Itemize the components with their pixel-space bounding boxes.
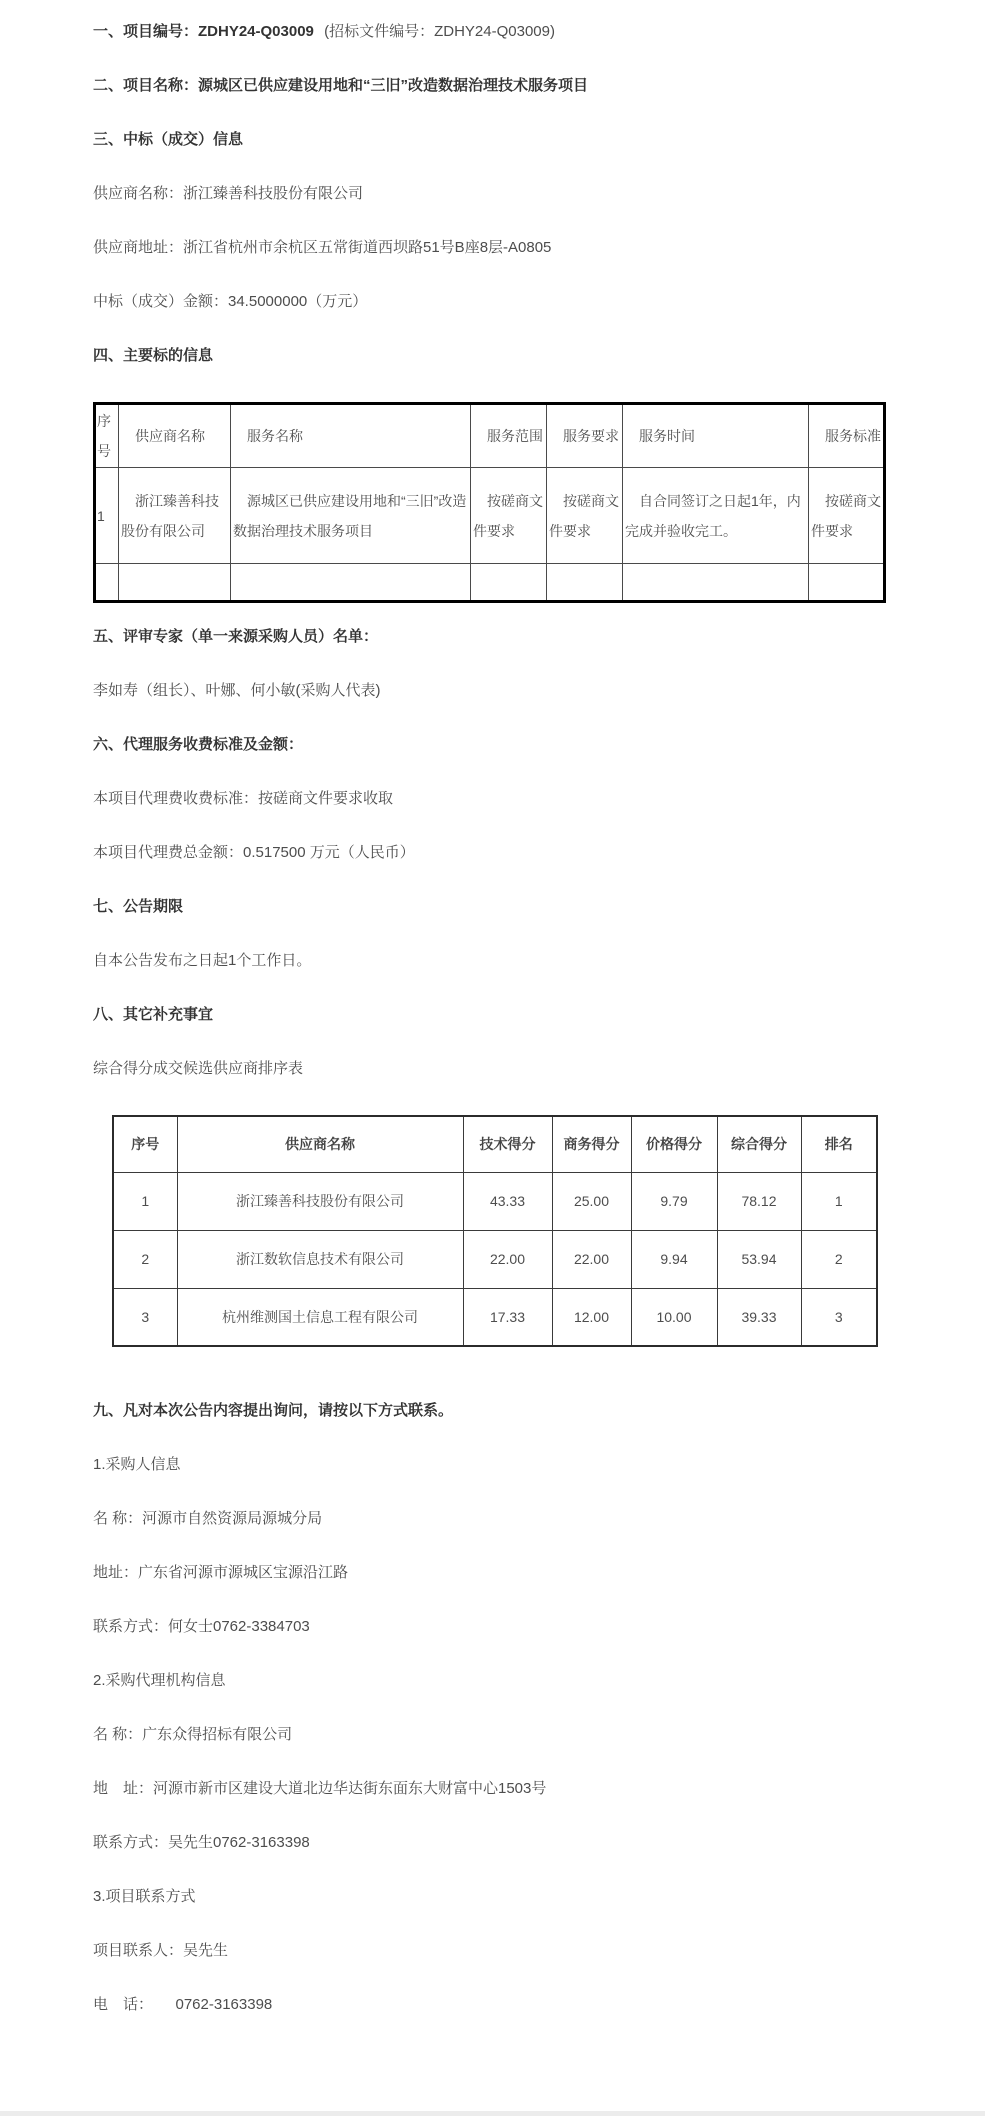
- t1-empty-cell: [471, 564, 547, 602]
- agency-name-line: 名 称：广东众得招标有限公司: [93, 1726, 293, 1743]
- t2-cell-rank: 1: [801, 1172, 877, 1230]
- score-ranking-table: [112, 1115, 878, 1347]
- t1-cell-service-standard: 按磋商文件要求: [809, 468, 885, 564]
- page-bottom-strip: [0, 2111, 985, 2116]
- t2-cell-price-score: 9.94: [631, 1230, 717, 1288]
- section-3-heading: 三、中标（成交）信息: [93, 131, 244, 148]
- t1-header-supplier-name: 供应商名称: [119, 404, 231, 468]
- t2-header-supplier-name: 供应商名称: [177, 1116, 463, 1172]
- t1-header-service-name: 服务名称: [231, 404, 471, 468]
- t1-cell-supplier-name: 浙江臻善科技股份有限公司: [119, 468, 231, 564]
- t2-cell-seq-no: 3: [113, 1288, 177, 1346]
- t1-cell-service-name: 源城区已供应建设用地和“三旧”改造数据治理技术服务项目: [231, 468, 471, 564]
- t2-cell-business-score: 22.00: [552, 1230, 631, 1288]
- score-table-row: [113, 1288, 877, 1346]
- t2-cell-seq-no: 2: [113, 1230, 177, 1288]
- t1-cell-service-scope: 按磋商文件要求: [471, 468, 547, 564]
- supplier-address-line: 供应商地址：浙江省杭州市余杭区五常街道西坝路51号B座8层-A0805: [93, 239, 552, 256]
- t2-cell-tech-score: 17.33: [463, 1288, 552, 1346]
- section-1-heading: [93, 24, 925, 40]
- t2-cell-price-score: 10.00: [631, 1288, 717, 1346]
- agency-address-line: 地 址：河源市新市区建设大道北边华达街东面东大财富中心1503号: [93, 1780, 547, 1797]
- award-amount-line: 中标（成交）金额：34.5000000（万元）: [93, 293, 368, 310]
- section-9-heading: 九、凡对本次公告内容提出询问，请按以下方式联系。: [93, 1402, 454, 1419]
- t1-cell-seq-no: 1: [95, 468, 119, 564]
- main-subject-table: [93, 402, 886, 603]
- t2-cell-business-score: 25.00: [552, 1172, 631, 1230]
- t2-cell-tech-score: 43.33: [463, 1172, 552, 1230]
- t2-cell-supplier-name: 杭州维测国土信息工程有限公司: [177, 1288, 463, 1346]
- t2-header-business-score: 商务得分: [552, 1116, 631, 1172]
- project-number-text: 一、项目编号：ZDHY24-Q03009: [93, 23, 314, 40]
- score-table-caption: 综合得分成交候选供应商排序表: [93, 1060, 304, 1077]
- purchaser-info-label: 1.采购人信息: [93, 1456, 181, 1473]
- section-2-heading: 二、项目名称：源城区已供应建设用地和“三旧”改造数据治理技术服务项目: [93, 77, 589, 94]
- t2-cell-tech-score: 22.00: [463, 1230, 552, 1288]
- t1-cell-service-requirement: 按磋商文件要求: [547, 468, 623, 564]
- t2-cell-business-score: 12.00: [552, 1288, 631, 1346]
- agency-fee-total-line: 本项目代理费总金额：0.517500 万元（人民币）: [93, 844, 415, 861]
- main-subject-table-row: [95, 468, 885, 564]
- t1-empty-cell: [95, 564, 119, 602]
- t2-cell-total-score: 78.12: [717, 1172, 801, 1230]
- t2-cell-price-score: 9.79: [631, 1172, 717, 1230]
- t2-cell-total-score: 39.33: [717, 1288, 801, 1346]
- section-8-heading: 八、其它补充事宜: [93, 1006, 214, 1023]
- t2-cell-total-score: 53.94: [717, 1230, 801, 1288]
- t2-header-seq-no: 序号: [113, 1116, 177, 1172]
- main-subject-table-empty-row: [95, 564, 885, 602]
- section-5-heading: 五、评审专家（单一来源采购人员）名单：: [93, 628, 379, 645]
- main-subject-table-header-row: [95, 404, 885, 468]
- t1-empty-cell: [809, 564, 885, 602]
- agency-info-label: 2.采购代理机构信息: [93, 1672, 226, 1689]
- project-contact-person-line: 项目联系人：吴先生: [93, 1942, 229, 1959]
- purchaser-name-line: 名 称：河源市自然资源局源城分局: [93, 1510, 323, 1527]
- t1-empty-cell: [119, 564, 231, 602]
- t1-empty-cell: [231, 564, 471, 602]
- t1-cell-service-time: 自合同签订之日起1年，内完成并验收完工。: [623, 468, 809, 564]
- t2-header-rank: 排名: [801, 1116, 877, 1172]
- t1-header-service-standard: 服务标准: [809, 404, 885, 468]
- announcement-period-line: 自本公告发布之日起1个工作日。: [93, 952, 312, 969]
- score-table-row: [113, 1172, 877, 1230]
- t2-cell-rank: 3: [801, 1288, 877, 1346]
- section-4-heading: 四、主要标的信息: [93, 347, 214, 364]
- t1-empty-cell: [547, 564, 623, 602]
- experts-list-line: 李如寿（组长）、叶娜、何小敏(采购人代表): [93, 682, 381, 699]
- t2-cell-supplier-name: 浙江臻善科技股份有限公司: [177, 1172, 463, 1230]
- project-contact-label: 3.项目联系方式: [93, 1888, 196, 1905]
- score-table-row: [113, 1230, 877, 1288]
- project-phone-line: 电 话： 0762-3163398: [93, 1996, 273, 2013]
- t1-header-seq-no: 序号: [95, 404, 119, 468]
- t2-header-total-score: 综合得分: [717, 1116, 801, 1172]
- t1-header-service-time: 服务时间: [623, 404, 809, 468]
- section-7-heading: 七、公告期限: [93, 898, 184, 915]
- t2-cell-supplier-name: 浙江数软信息技术有限公司: [177, 1230, 463, 1288]
- t1-header-service-scope: 服务范围: [471, 404, 547, 468]
- t2-cell-rank: 2: [801, 1230, 877, 1288]
- tender-doc-number-text: (招标文件编号：ZDHY24-Q03009): [324, 23, 555, 40]
- t2-header-price-score: 价格得分: [631, 1116, 717, 1172]
- section-6-heading: 六、代理服务收费标准及金额：: [93, 736, 304, 753]
- purchaser-address-line: 地址：广东省河源市源城区宝源沿江路: [93, 1564, 349, 1581]
- agency-fee-standard-line: 本项目代理费收费标准：按磋商文件要求收取: [93, 790, 394, 807]
- t1-header-service-requirement: 服务要求: [547, 404, 623, 468]
- score-table-header-row: [113, 1116, 877, 1172]
- supplier-name-line: 供应商名称：浙江臻善科技股份有限公司: [93, 185, 364, 202]
- purchaser-contact-line: 联系方式：何女士0762-3384703: [93, 1618, 310, 1635]
- agency-contact-line: 联系方式：吴先生0762-3163398: [93, 1834, 310, 1851]
- t2-cell-seq-no: 1: [113, 1172, 177, 1230]
- t1-empty-cell: [623, 564, 809, 602]
- t2-header-tech-score: 技术得分: [463, 1116, 552, 1172]
